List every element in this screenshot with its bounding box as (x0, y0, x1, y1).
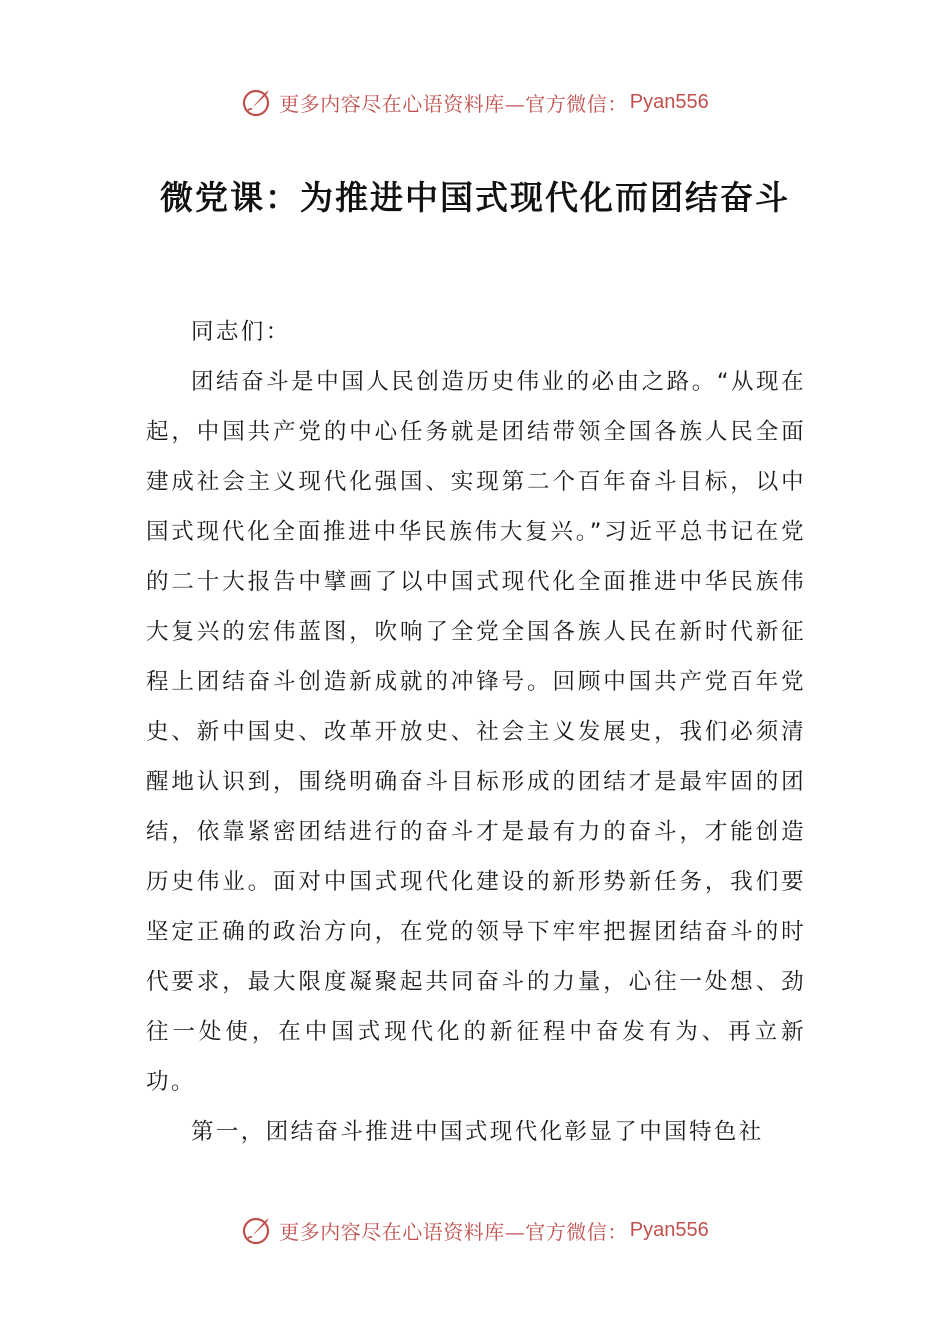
header-banner-text: 更多内容尽在心语资料库—官方微信： (279, 91, 628, 116)
body-paragraph: 第一，团结奋斗推进中国式现代化彰显了中国特色社 (191, 1119, 764, 1145)
salutation: 同志们： (191, 319, 291, 345)
header-banner-id: Pyan556 (629, 90, 709, 113)
footer-banner-text: 更多内容尽在心语资料库—官方微信： (279, 1219, 628, 1244)
document-title: 微党课：为推进中国式现代化而团结奋斗 (160, 178, 790, 217)
quill-pen-circle-icon (241, 85, 275, 119)
document-body (146, 307, 806, 1157)
quill-pen-circle-icon (241, 1213, 275, 1247)
footer-banner-id: Pyan556 (629, 1218, 709, 1241)
header-watermark-banner (0, 82, 950, 122)
footer-watermark-banner (0, 1210, 950, 1250)
body-paragraph: 团结奋斗是中国人民创造历史伟业的必由之路。“从现在起，中国共产党的中心任务就是团结带领全国各族人民全面建成社会主义现代化强国、实现第二个百年奋斗目标，以中国式现代化全面推进中华民族伟大复兴。”习近平总书记在党的二十大报告中擘画了以中国式现代化全面推进中华民族伟大复兴的宏伟蓝图，吹响了全党全国各族人民在新时代新征程上团结奋斗创造新成就的冲锋号。回顾中国共产党百年党史、新中国史、改革开放史、社会主义发展史，我们必须清醒地认识到，围绕明确奋斗目标形成的团结才是最牢固的团结，依靠紧密团结进行的奋斗才是最有力的奋斗，才能创造历史伟业。面对中国式现代化建设的新形势新任务，我们要坚定正确的政治方向，在党的领导下牢牢把握团结奋斗的时代要求，最大限度凝聚起共同奋斗的力量，心往一处想、劲往一处使，在中国式现代化的新征程中奋发有为、再立新功。 (146, 369, 806, 1095)
